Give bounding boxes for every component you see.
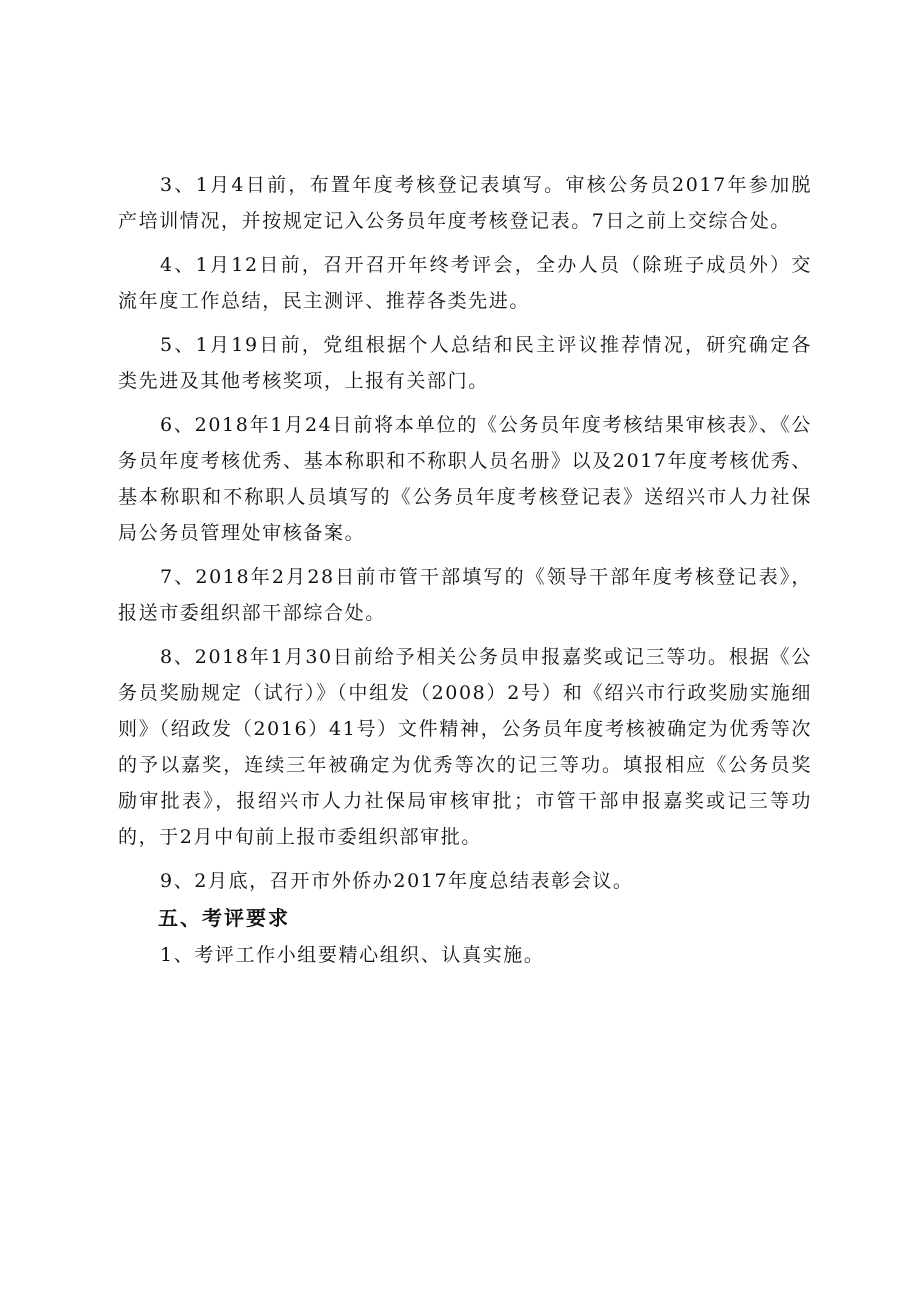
section-heading: 五、考评要求 [158, 906, 290, 930]
paragraph-item-4: 4、1月12日前，召开召开年终考评会，全办人员（除班子成员外）交流年度工作总结，民主测评、推荐各类先进。 [118, 254, 812, 312]
document-body [118, 167, 812, 973]
paragraph-requirement-1: 1、考评工作小组要精心组织、认真实施。 [160, 944, 545, 966]
paragraph-item-8: 8、2018年1月30日前给予相关公务员申报嘉奖或记三等功。根据《公务员奖励规定（试行）》（中组发（2008）2号）和《绍兴市行政奖励实施细则》（绍政发（2016）41号）文件精神，公务员年度考核被确定为优秀等次的予以嘉奖，连续三年被确定为优秀等次的记三等功。填报相应《公务员奖励审批表》，报绍兴市人力社保局审核审批；市管干部申报嘉奖或记三等功的，于2月中旬前上报市委组织部审批。 [118, 646, 812, 848]
paragraph-item-5: 5、1月19日前，党组根据个人总结和民主评议推荐情况，研究确定各类先进及其他考核奖项，上报有关部门。 [118, 334, 812, 392]
paragraph-item-3: 3、1月4日前，布置年度考核登记表填写。审核公务员2017年参加脱产培训情况，并按规定记入公务员年度考核登记表。7日之前上交综合处。 [118, 174, 812, 232]
paragraph-item-7: 7、2018年2月28日前市管干部填写的《领导干部年度考核登记表》，报送市委组织部干部综合处。 [118, 566, 812, 624]
paragraph-item-9: 9、2月底，召开市外侨办2017年度总结表彰会议。 [160, 870, 634, 892]
paragraph-item-6: 6、2018年1月24日前将本单位的《公务员年度考核结果审核表》、《公务员年度考核优秀、基本称职和不称职人员名册》以及2017年度考核优秀、基本称职和不称职人员填写的《公务员年度考核登记表》送绍兴市人力社保局公务员管理处审核备案。 [118, 414, 812, 544]
